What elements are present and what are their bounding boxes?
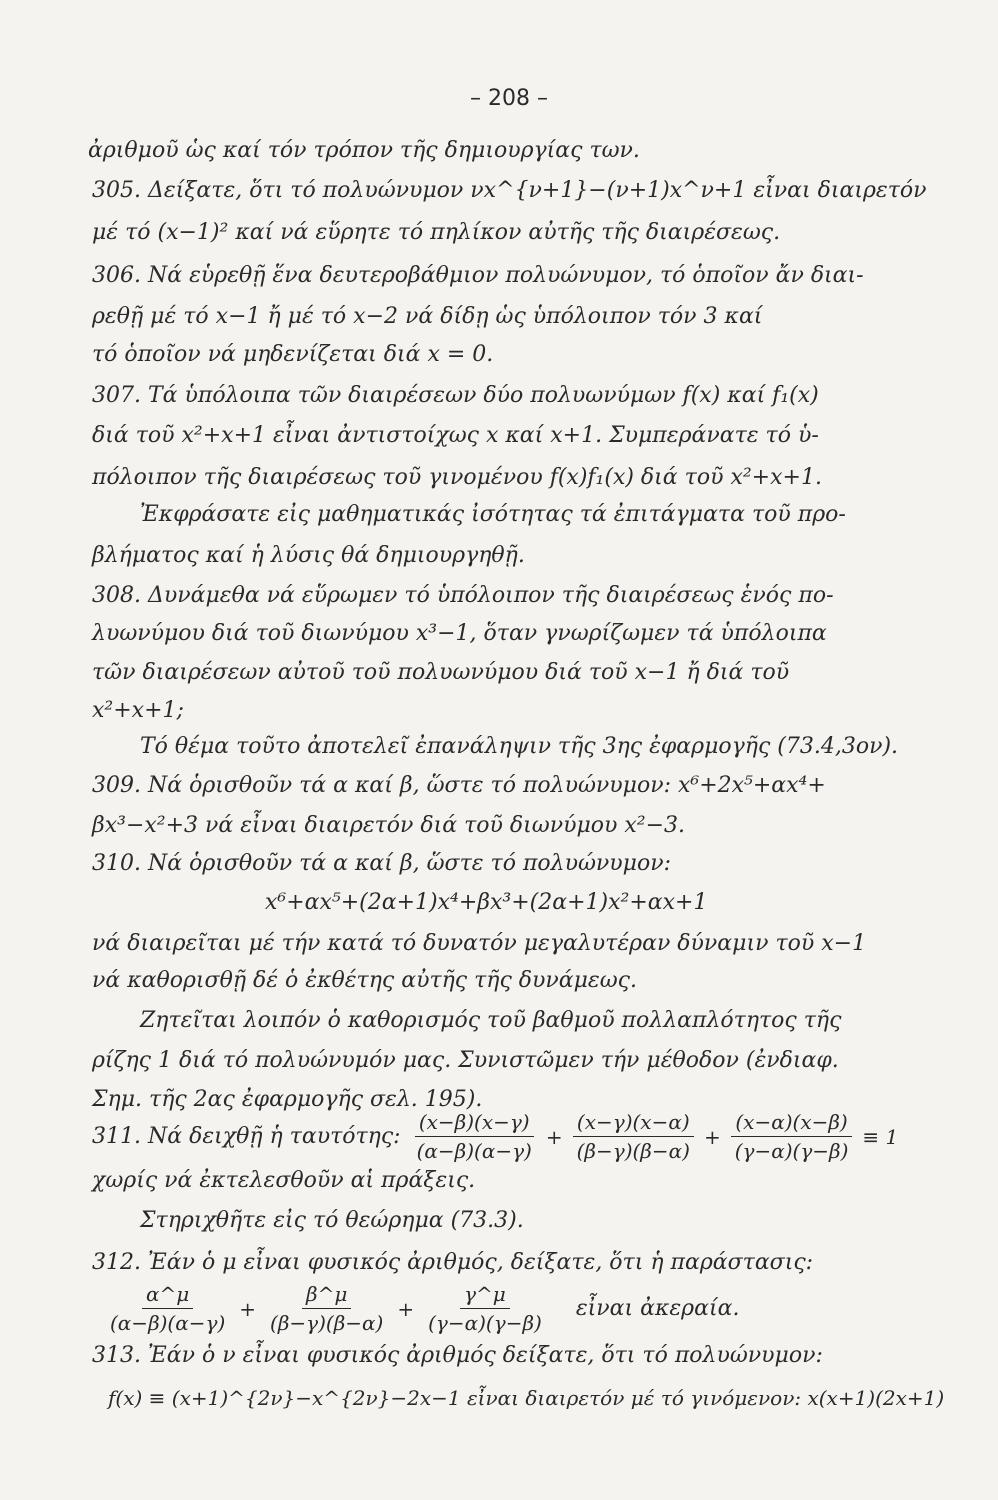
expression-312 bbox=[100, 1282, 739, 1335]
text-line: 308. Δυνάμεθα νά εὕρωμεν τό ὑπόλοιπον τῆς διαιρέσεως ἑνός πο- bbox=[92, 583, 834, 608]
text-line: 307. Τά ὑπόλοιπα τῶν διαιρέσεων δύο πολυωνύμων f(x) καί f₁(x) bbox=[92, 383, 819, 408]
text-line: διά τοῦ x²+x+1 εἶναι ἀντιστοίχως x καί x+1. Συμπεράνατε τό ὑ- bbox=[92, 423, 819, 448]
text-line: Τό θέμα τοῦτο ἀποτελεῖ ἐπανάληψιν τῆς 3ης ἐφαρμογῆς (73.4,3ον). bbox=[140, 734, 899, 759]
expression-tail: εἶναι ἀκεραία. bbox=[575, 1296, 740, 1321]
text-line: μέ τό (x−1)² καί νά εὕρητε τό πηλίκον αὐτῆς τῆς διαιρέσεως. bbox=[92, 220, 781, 245]
plus-sign: + bbox=[397, 1296, 415, 1321]
page-number: – 208 – bbox=[470, 86, 548, 111]
fraction bbox=[266, 1282, 387, 1335]
text-line: νά καθορισθῇ δέ ὁ ἐκθέτης αὐτῆς τῆς δυνάμεως. bbox=[92, 968, 637, 993]
text-line: 309. Νά ὁρισθοῦν τά α καί β, ὥστε τό πολυώνυμον: x⁶+2x⁵+αx⁴+ bbox=[92, 773, 826, 798]
text-line: ρίζης 1 διά τό πολυώνυμόν μας. Συνιστῶμεν τήν μέθοδον (ἐνδιαφ. bbox=[92, 1048, 839, 1073]
text-line: 312. Ἐάν ὁ μ εἶναι φυσικός ἀριθμός, δείξατε, ὅτι ἡ παράστασις: bbox=[92, 1250, 814, 1275]
fraction bbox=[413, 1110, 536, 1163]
plus-sign: + bbox=[545, 1124, 563, 1149]
denominator: (γ−α)(γ−β) bbox=[734, 1139, 849, 1163]
fraction bbox=[731, 1110, 853, 1163]
denominator: (α−β)(α−γ) bbox=[110, 1311, 226, 1335]
text-line: πόλοιπον τῆς διαιρέσεως τοῦ γινομένου f(x)f₁(x) διά τοῦ x²+x+1. bbox=[92, 465, 822, 490]
denominator: (γ−α)(γ−β) bbox=[428, 1311, 542, 1335]
text-line: ρεθῇ μέ τό x−1 ἤ μέ τό x−2 νά δίδῃ ὡς ὑπόλοιπον τόν 3 καί bbox=[92, 304, 763, 329]
denominator: (β−γ)(β−α) bbox=[270, 1311, 384, 1335]
text-line: Ἐκφράσατε εἰς μαθηματικάς ἰσότητας τά ἐπιτάγματα τοῦ προ- bbox=[140, 502, 846, 527]
numerator: (x−γ)(x−α) bbox=[573, 1110, 694, 1137]
text-line: Σημ. τῆς 2ας ἐφαρμογῆς σελ. 195). bbox=[92, 1087, 483, 1112]
text-line: ἀριθμοῦ ὡς καί τόν τρόπον τῆς δημιουργίας των. bbox=[88, 138, 640, 163]
text-line: χωρίς νά ἐκτελεσθοῦν αἱ πράξεις. bbox=[92, 1168, 476, 1193]
denominator: (α−β)(α−γ) bbox=[416, 1139, 532, 1163]
text-line: x⁶+αx⁵+(2α+1)x⁴+βx³+(2α+1)x²+αx+1 bbox=[265, 890, 708, 915]
fraction bbox=[424, 1282, 546, 1335]
text-line: βλήματος καί ἡ λύσις θά δημιουργηθῇ. bbox=[92, 543, 525, 568]
text-line: τῶν διαιρέσεων αὐτοῦ τοῦ πολυωνύμου διά τοῦ x−1 ἤ διά τοῦ bbox=[92, 660, 790, 685]
text-line: x²+x+1; bbox=[92, 698, 184, 723]
problem-311-label: 311. Νά δειχθῇ ἡ ταυτότης: bbox=[92, 1124, 401, 1149]
identity-result: ≡ 1 bbox=[862, 1124, 899, 1149]
text-line: 313. Ἐάν ὁ ν εἶναι φυσικός ἀριθμός δείξατε, ὅτι τό πολυώνυμον: bbox=[92, 1343, 823, 1368]
numerator: α^μ bbox=[142, 1282, 193, 1309]
text-line: βx³−x²+3 νά εἶναι διαιρετόν διά τοῦ διωνύμου x²−3. bbox=[92, 813, 686, 838]
numerator: γ^μ bbox=[460, 1282, 510, 1309]
numerator: (x−α)(x−β) bbox=[731, 1110, 851, 1137]
numerator: (x−β)(x−γ) bbox=[415, 1110, 534, 1137]
plus-sign: + bbox=[703, 1124, 721, 1149]
numerator: β^μ bbox=[302, 1282, 351, 1309]
text-line: f(x) ≡ (x+1)^{2ν}−x^{2ν}−2x−1 εἶναι διαιρετόν μέ τό γινόμενον: x(x+1)(2x+1) bbox=[108, 1386, 945, 1410]
text-line: λυωνύμου διά τοῦ διωνύμου x³−1, ὅταν γνωρίζωμεν τά ὑπόλοιπα bbox=[92, 621, 827, 646]
identity-311 bbox=[92, 1110, 902, 1163]
text-line: 305. Δείξατε, ὅτι τό πολυώνυμον νx^{ν+1}−(ν+1)x^ν+1 εἶναι διαιρετόν bbox=[92, 178, 927, 203]
denominator: (β−γ)(β−α) bbox=[576, 1139, 690, 1163]
text-line: νά διαιρεῖται μέ τήν κατά τό δυνατόν μεγαλυτέραν δύναμιν τοῦ x−1 bbox=[92, 931, 867, 956]
text-line: 306. Νά εὑρεθῇ ἕνα δευτεροβάθμιον πολυώνυμον, τό ὁποῖον ἄν διαι- bbox=[92, 263, 864, 288]
text-line: τό ὁποῖον νά μηδενίζεται διά x = 0. bbox=[92, 342, 494, 367]
plus-sign: + bbox=[239, 1296, 257, 1321]
fraction bbox=[573, 1110, 694, 1163]
text-line: 310. Νά ὁρισθοῦν τά α καί β, ὥστε τό πολυώνυμον: bbox=[92, 851, 671, 876]
text-line: Ζητεῖται λοιπόν ὁ καθορισμός τοῦ βαθμοῦ πολλαπλότητος τῆς bbox=[140, 1008, 842, 1033]
text-line: Στηριχθῆτε εἰς τό θεώρημα (73.3). bbox=[140, 1208, 524, 1233]
fraction bbox=[106, 1282, 229, 1335]
